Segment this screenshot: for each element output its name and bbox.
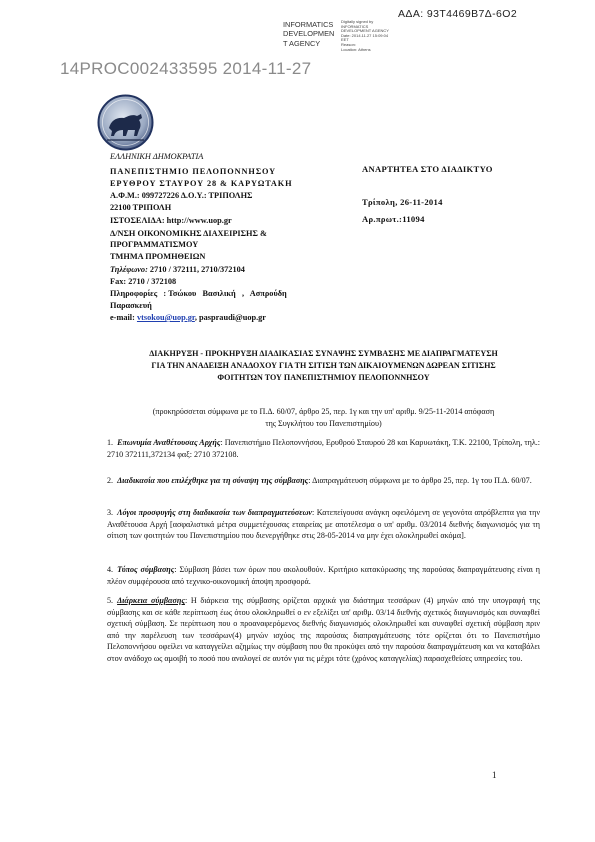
agency-name — [283, 20, 334, 48]
document-title-line: ΓΙΑ ΤΗΝ ΑΝΑΔΕΙΞΗ ΑΝΑΔΟΧΟΥ ΓΙΑ ΤΗ ΣΙΤΙΣΗ ΤΩΝ ΔΙΚΑΙΟΥΜΕΝΩΝ ΔΩΡΕΑΝ ΣΙΤΙΣΗΣ — [151, 361, 496, 370]
procurement-id: 14PROC002433595 2014-11-27 — [60, 59, 312, 78]
email-separator: , — [194, 313, 200, 322]
city: 22100 ΤΡΙΠΟΛΗ — [110, 203, 172, 212]
protocol-number: Αρ.πρωτ.:11094 — [362, 214, 425, 224]
directorate-line-1: Δ/ΝΣΗ ΟΙΚΟΝΟΜΙΚΗΣ ΔΙΑΧΕΙΡΙΣΗΣ & — [110, 229, 267, 238]
signature-line: Reason: — [341, 41, 356, 47]
clause-number: 4. — [107, 565, 114, 574]
clause-text: : Σύμβαση βάσει των όρων που ακολουθούν. Κριτήριο κατακύρωσης της παρούσας διαπραγμάτευσης είναι η πλέον συμφέρουσα από τεχνικο-οικονομική άποψη προσφορά. — [107, 565, 540, 586]
clause-number: 2. — [107, 476, 114, 485]
clause-number: 3. — [107, 508, 114, 517]
clause-text: : Κατεπείγουσα ανάγκη οφειλόμενη σε γεγονότα απρόβλεπτα για την Αναθέτουσα Αρχή [ασφαλιστικά μέτρα συμμετέχουσας εταιρείας με αποτέλεσμα ο υπ' αριθμ. 03/2014 διεθνής διαγωνισμός για τη σίτιση των φοιτητών του Πανεπιστημίου που διενεργήθηκε στις 28-05-2014 να μην έχει ολοκληρωθεί ακόμα]. — [107, 508, 540, 541]
tax-info: Α.Φ.Μ.: 099727226 Δ.Ο.Υ.: ΤΡΙΠΟΛΗΣ — [110, 191, 253, 200]
email-line — [110, 313, 266, 322]
clause-number: 1. — [107, 438, 114, 447]
clause-text: : Διαπραγμάτευση σύμφωνα με το άρθρο 25, περ. 1γ του Π.Δ. 60/07. — [308, 476, 532, 485]
clause-label: Διάρκεια σύμβασης — [117, 596, 185, 605]
department: ΤΜΗΜΑ ΠΡΟΜΗΘΕΙΩΝ — [110, 252, 206, 261]
clause-item — [107, 595, 540, 665]
clause-label: Τύπος σύμβασης — [117, 565, 175, 574]
fax-line: Fax: 2710 / 372108 — [110, 277, 177, 286]
posting-notice: ΑΝΑΡΤΗΤΕΑ ΣΤΟ ΔΙΑΔΙΚΤΥΟ — [362, 164, 493, 174]
clause-item — [107, 564, 540, 587]
preamble-line: της Συγκλήτου του Πανεπιστημίου) — [265, 419, 382, 428]
clause-label: Διαδικασία που επιλέχθηκε για τη σύναψη της σύμβασης — [117, 476, 309, 485]
clause-text: : Πανεπιστήμιο Πελοποννήσου, Ερυθρού Σταυρού 28 και Καρυωτάκη, Τ.Κ. 22100, Τρίπολη, τηλ.: 2710 372111,372134 φαξ: 2710 372108. — [107, 438, 541, 459]
signature-line: Date: 2014.11.27 15:09:04 — [341, 32, 389, 38]
clause-text: : Η διάρκεια της σύμβασης ορίζεται αρχικά για διάστημα τεσσάρων (4) μηνών από την υπογραφή της σύμβασης και σε κάθε περίπτωση έως ότου ολοκληρωθεί ο εν εξελίξει υπ' αριθμ. 03/14 διεθνής σχετικός διαγωνισμός και συναφθεί σχετική σύμβαση. Σε περίπτωση που ο προαναφερόμενος διεθνής διαγωνισμός ολοκληρωθεί και συναφθεί σχετική σύμβαση πριν από την παρέλευση των τεσσάρων(4) μηνών ισχύος της παρούσας διαπραγμάτευσης τότε ορίζεται ότι το Πανεπιστήμιο Πελοποννήσου οφείλει να καταγγείλει αζημίως την σύμβαση που θα προκύψει από την παρούσα διαπραγμάτευση και να καταβάλει στον ανάδοχο ως αμοιβή το ποσό που αναλογεί σε αυτόν για τις μέχρι τότε (χρόνος καταγγελίας) παρασχεθείσες υπηρεσίες του. — [107, 596, 540, 663]
clause-item — [107, 507, 540, 542]
republic-label: ΕΛΛΗΝΙΚΗ ΔΗΜΟΚΡΑΤΙΑ — [110, 152, 204, 161]
info-line-2: Παρασκευή — [110, 301, 152, 310]
email-secondary: paspraudi@uop.gr — [199, 313, 266, 322]
signature-line: INFORMATICS — [341, 23, 369, 29]
university-name: ΠΑΝΕΠΙΣΤΗΜΙΟ ΠΕΛΟΠΟΝΝΗΣΟΥ — [110, 167, 277, 176]
agency-line: T AGENCY — [283, 38, 321, 48]
clause-number: 5. — [107, 596, 114, 605]
signature-line: DEVELOPMENT AGENCY — [341, 28, 389, 34]
university-seal-icon — [97, 94, 154, 151]
info-line-1: Πληροφορίες : Τσώκου Βασιλική , Ασπρούδη — [110, 289, 287, 298]
preamble-line: (προκηρύσσεται σύμφωνα με το Π.Δ. 60/07, άρθρο 25, περ. 1γ και την υπ' αριθμ. 9/25-11-2014 απόφαση — [152, 407, 495, 416]
signature-line: EET — [341, 37, 349, 43]
email-label: e-mail: — [110, 313, 137, 322]
clause-label: Λόγοι προσφυγής στη διαδικασία των διαπραγματεύσεων — [117, 508, 313, 517]
document-title-line: ΔΙΑΚΗΡΥΞΗ - ΠΡΟΚΗΡΥΞΗ ΔΙΑΔΙΚΑΣΙΑΣ ΣΥΝΑΨΗΣ ΣΥΜΒΑΣΗΣ ΜΕ ΔΙΑΠΡΑΓΜΑΤΕΥΣΗ — [149, 349, 498, 358]
directorate-line-2: ΠΡΟΓΡΑΜΜΑΤΙΣΜΟΥ — [110, 240, 199, 249]
website: ΙΣΤΟΣΕΛΙΔΑ: http://www.uop.gr — [110, 216, 232, 225]
document-title-line: ΦΟΙΤΗΤΩΝ ΤΟΥ ΠΑΝΕΠΙΣΤΗΜΙΟΥ ΠΕΛΟΠΟΝΝΗΣΟΥ — [217, 373, 430, 382]
page-number: 1 — [492, 770, 497, 780]
phone-line — [110, 265, 245, 274]
signature-line: Digitally signed by — [341, 19, 374, 24]
place-date: Τρίπολη, 26-11-2014 — [362, 197, 443, 207]
ada-code: ΑΔΑ: 93Τ4469Β7Δ-6Ο2 — [398, 8, 518, 20]
phone-value: 2710 / 372111, 2710/372104 — [147, 265, 245, 274]
phone-label: Τηλέφωνο: — [110, 265, 148, 274]
agency-line: INFORMATICS — [283, 20, 334, 29]
agency-line: DEVELOPMEN — [283, 29, 335, 39]
university-address: ΕΡΥΘΡΟΥ ΣΤΑΥΡΟΥ 28 & ΚΑΡΥΩΤΑΚΗ — [110, 179, 293, 188]
clause-item — [107, 437, 540, 460]
clause-label: Επωνυμία Αναθέτουσας Αρχής — [117, 438, 221, 447]
clause-item — [107, 475, 540, 487]
signature-line: Location: Athens — [341, 46, 371, 52]
email-link[interactable]: vtsokou@uop.gr — [136, 313, 195, 322]
digital-signature-info — [341, 20, 389, 52]
